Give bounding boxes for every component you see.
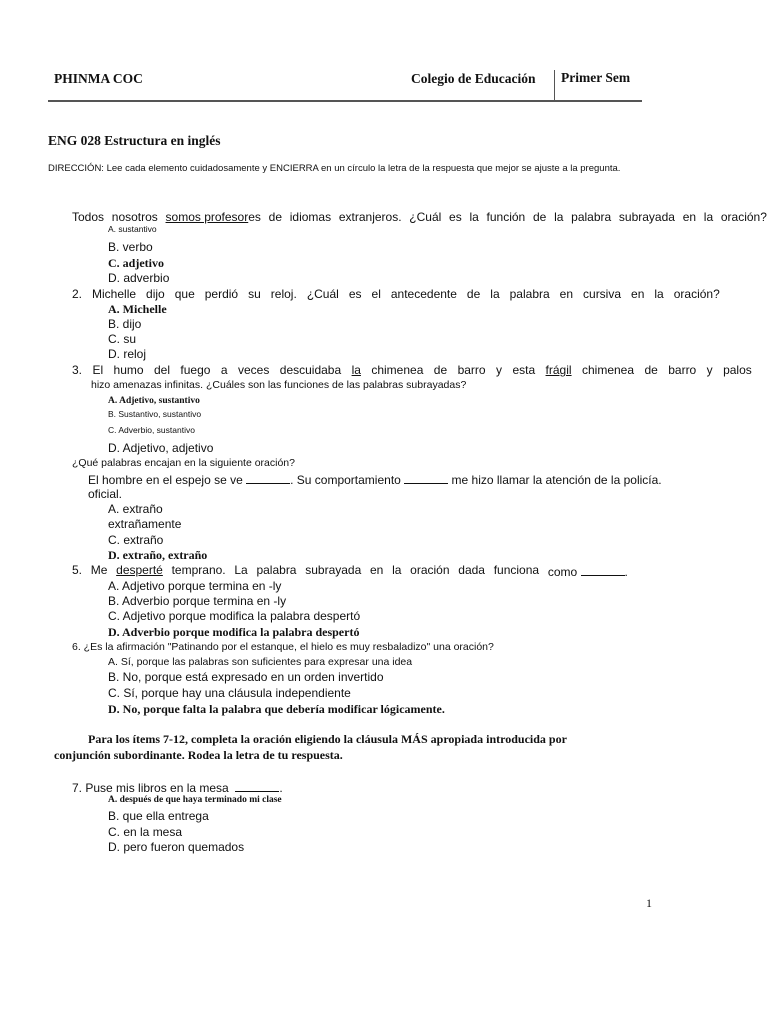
q3-option-a[interactable]: A. Adjetivo, sustantivo [108,396,200,406]
semester-label: Primer Sem [561,70,631,85]
q1-option-d[interactable]: D. adverbio [108,271,170,285]
underlined-word: desperté [116,563,163,577]
question-6-stem: 6. ¿Es la afirmación "Patinando por el estanque, el hielo es muy resbaladizo" una oración? [72,641,494,653]
q2-option-c[interactable]: C. su [108,332,137,346]
q4-option-b[interactable]: extrañamente [108,517,182,531]
q7-option-a[interactable]: A. después de que haya terminado mi clase [108,795,282,805]
question-1-stem: Todos nosotros somos profesores de idiomas extranjeros. ¿Cuál es la función de la palabra subrayada en la oración? [72,210,767,224]
q7-option-c[interactable]: C. en la mesa [108,825,183,839]
q2-option-d[interactable]: D. reloj [108,347,147,361]
college-name: Colegio de Educación [411,71,536,86]
q6-option-c[interactable]: C. Sí, porque hay una cláusula independiente [108,686,351,700]
q1-option-c[interactable]: C. adjetivo [108,256,164,270]
q2-option-b[interactable]: B. dijo [108,317,142,331]
q7-option-d[interactable]: D. pero fueron quemados [108,840,245,854]
question-4-prompt: ¿Qué palabras encajan en la siguiente oración? [72,457,295,469]
instructions-line1: Para los ítems 7-12, completa la oración eligiendo la cláusula MÁS apropiada introducida por [88,732,567,746]
direction-text: DIRECCIÓN: Lee cada elemento cuidadosamente y ENCIERRA en un círculo la letra de la respuesta que mejor se ajuste a la pregunta. [48,163,621,174]
answer-blank [404,472,448,484]
question-7-stem: 7. Puse mis libros en la mesa . [72,781,283,795]
answer-blank [581,564,625,576]
answer-blank [235,780,279,792]
q6-option-d[interactable]: D. No, porque falta la palabra que debería modificar lógicamente. [108,702,445,716]
q3-option-c[interactable]: C. Adverbio, sustantivo [108,425,195,435]
question-4-sentence: El hombre en el espejo se ve . Su comportamiento me hizo llamar la atención de la policía. [88,473,662,487]
q3-option-b[interactable]: B. Sustantivo, sustantivo [108,409,202,419]
header-rule [48,100,642,102]
question-4-sentence-end: oficial. [88,487,123,501]
q4-option-d[interactable]: D. extraño, extraño [108,548,208,562]
q5-option-d[interactable]: D. Adverbio porque modifica la palabra despertó [108,625,360,639]
q5-option-b[interactable]: B. Adverbio porque termina en -ly [108,594,287,608]
q6-option-a[interactable]: A. Sí, porque las palabras son suficientes para expresar una idea [108,656,413,668]
question-3-stem-line2: hizo amenazas infinitas. ¿Cuáles son las funciones de las palabras subrayadas? [91,379,467,391]
header-divider [554,70,555,101]
question-3-stem: 3. El humo del fuego a veces descuidaba la chimenea de barro y esta frágil chimenea de barro y palos [72,363,752,377]
question-2-stem: 2. Michelle dijo que perdió su reloj. ¿Cuál es el antecedente de la palabra en cursiva en la oración? [72,287,720,301]
q4-option-c[interactable]: C. extraño [108,533,164,547]
course-title: ENG 028 Estructura en inglés [48,133,221,148]
instructions-line2: conjunción subordinante. Rodea la letra de tu respuesta. [54,748,343,762]
institution-name: PHINMA COC [54,71,143,86]
underlined-word: la [351,363,361,377]
page-number: 1 [646,896,652,910]
q5-option-a[interactable]: A. Adjetivo porque termina en -ly [108,579,282,593]
q4-option-a[interactable]: A. extraño [108,502,163,516]
q7-option-b[interactable]: B. que ella entrega [108,809,209,823]
q3-option-d[interactable]: D. Adjetivo, adjetivo [108,441,214,455]
answer-blank [246,472,290,484]
q2-option-a[interactable]: A. Michelle [108,302,167,316]
underlined-word: frágil [545,363,572,377]
q1-option-a[interactable]: A. sustantivo [108,224,157,234]
q5-option-c[interactable]: C. Adjetivo porque modifica la palabra despertó [108,609,361,623]
q6-option-b[interactable]: B. No, porque está expresado en un orden invertido [108,670,384,684]
underlined-word: somos profesor [165,210,249,224]
q1-option-b[interactable]: B. verbo [108,240,153,254]
question-5-stem: 5. Me desperté temprano. La palabra subrayada en la oración dada funciona como . [72,563,628,579]
